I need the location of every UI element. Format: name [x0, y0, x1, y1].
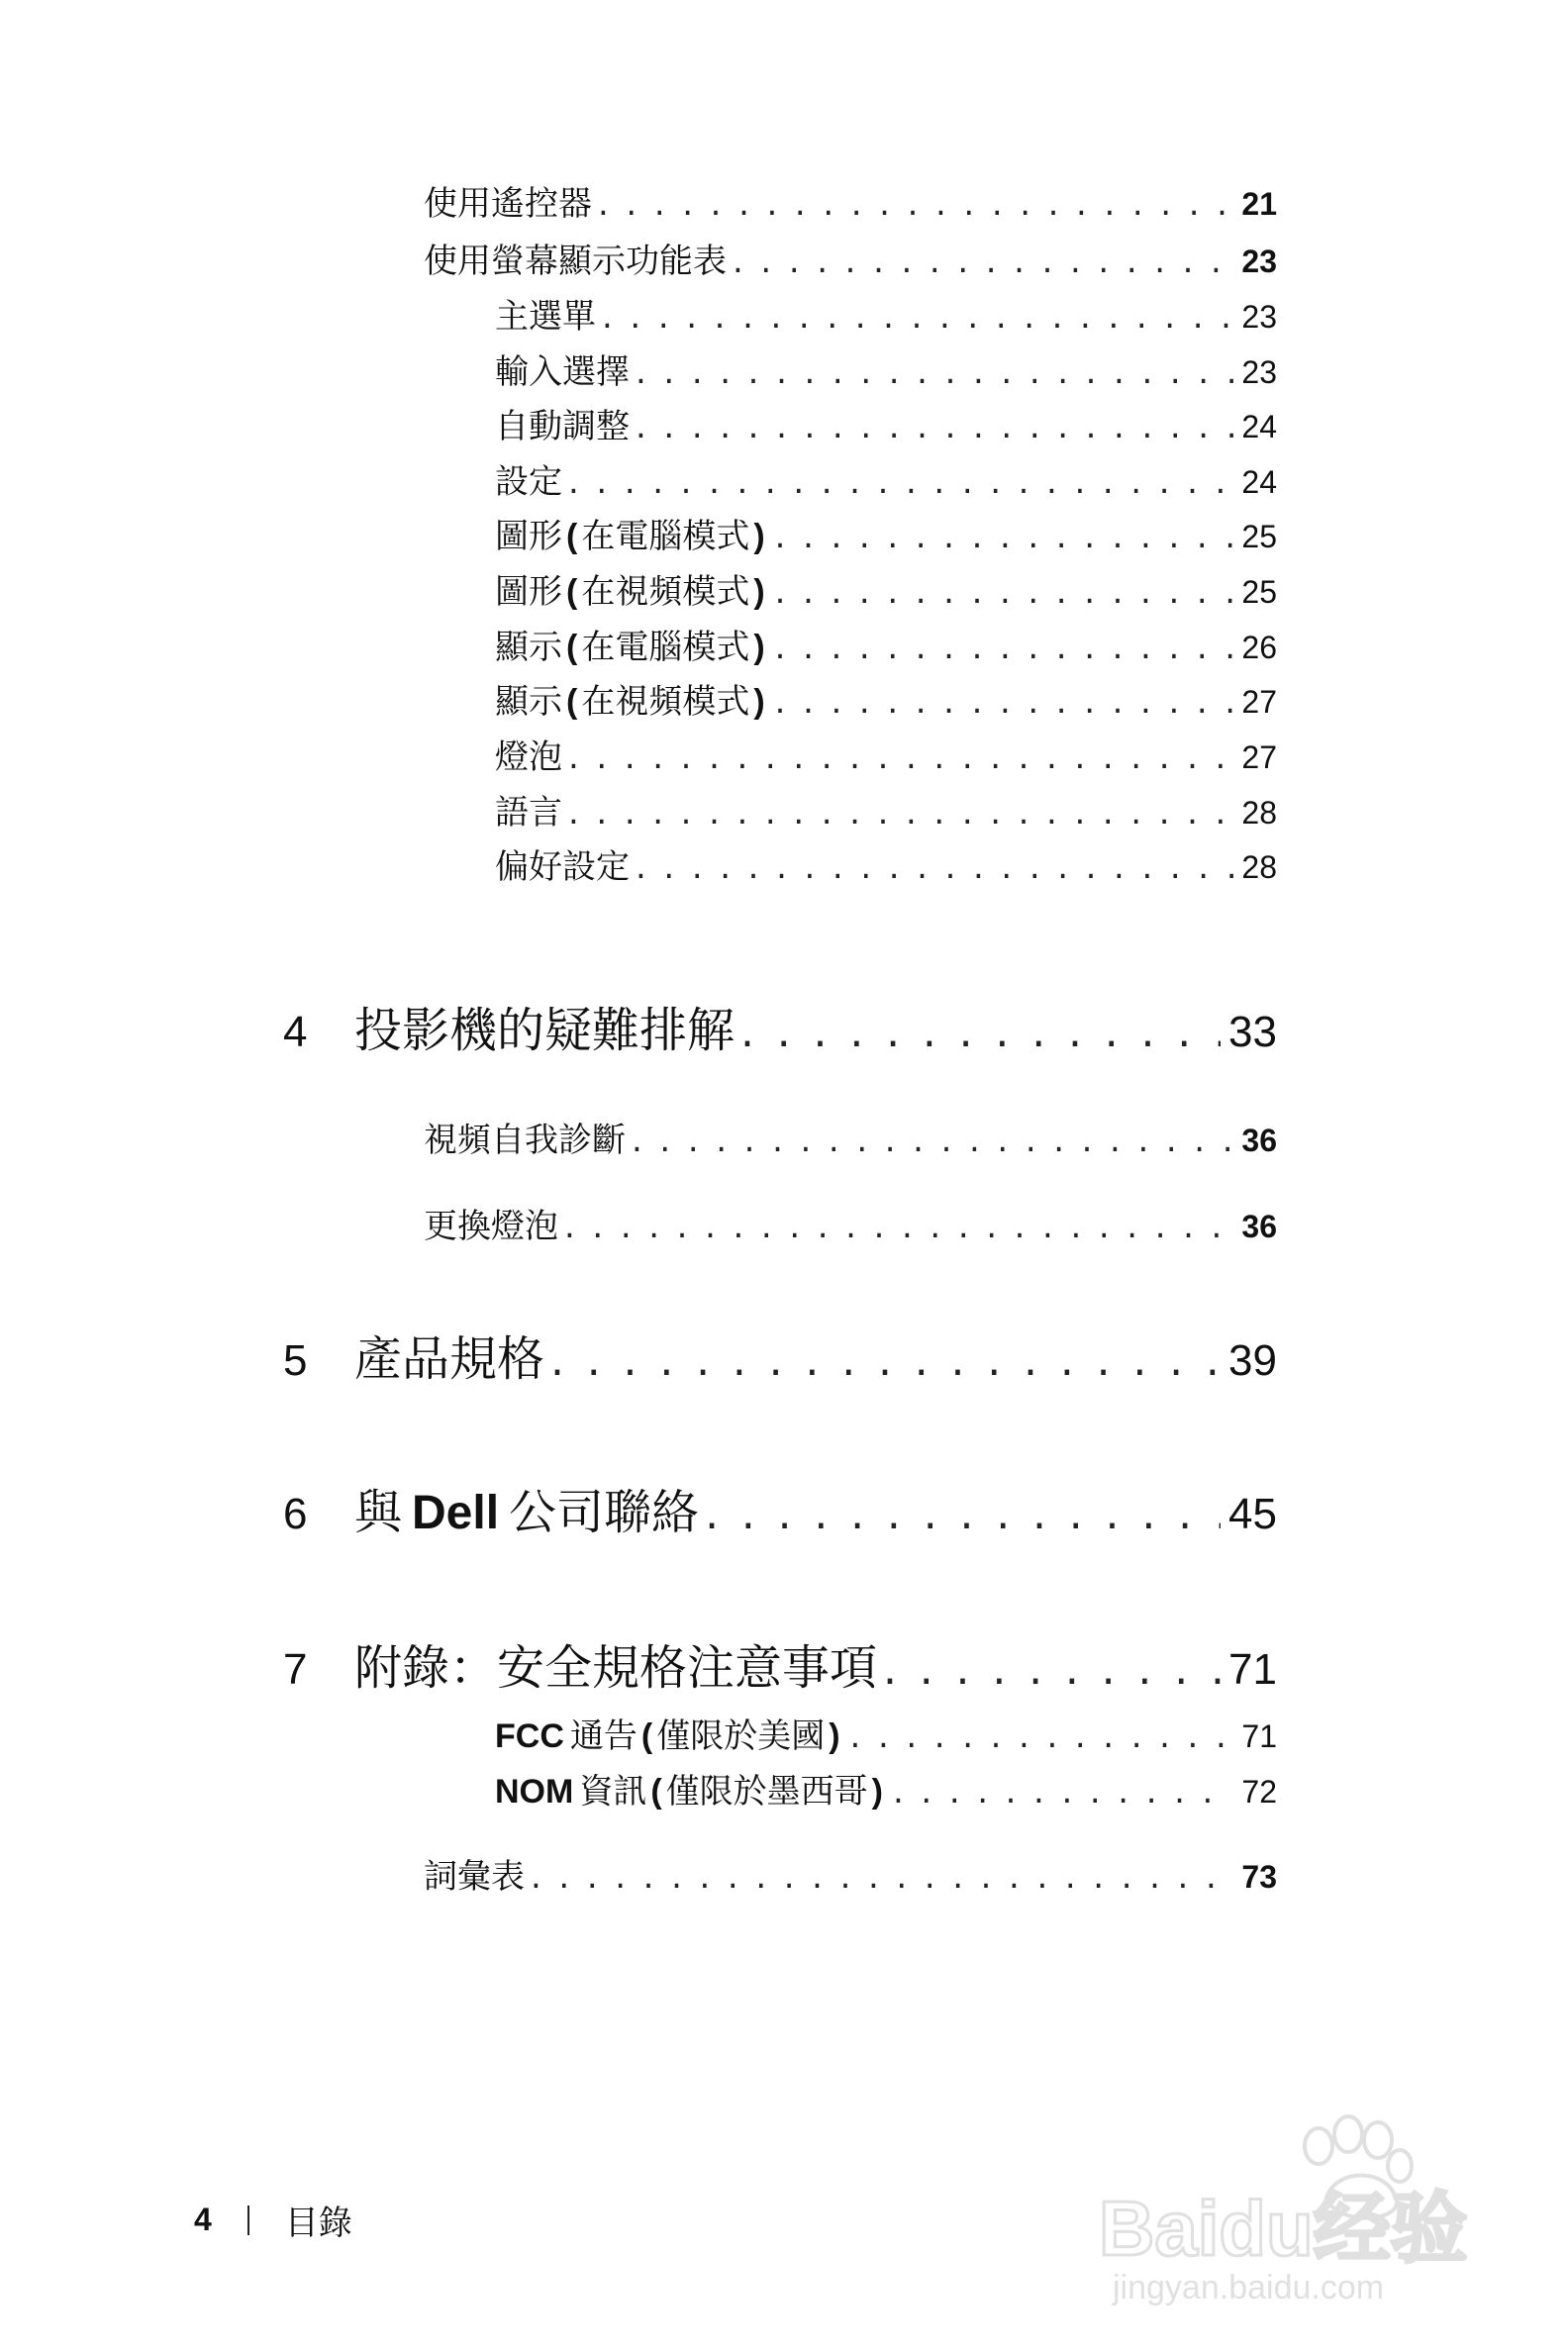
toc-entry-display-pc[interactable] [495, 620, 1277, 668]
toc-entry-display-video[interactable] [495, 674, 1277, 723]
toc-page-number: 25 [1241, 574, 1277, 610]
toc-chapter-6[interactable] [283, 1474, 1277, 1542]
chapter-title: 附錄：安全規格注意事項 [354, 1640, 878, 1696]
toc-page-number: 27 [1241, 739, 1277, 775]
paren-open: ( [566, 573, 578, 611]
dot-leader [568, 793, 1233, 833]
toc-page-number: 71 [1228, 1645, 1277, 1694]
chapter-title: 投影機的疑難排解 [354, 1003, 735, 1058]
toc-page-number: 45 [1228, 1490, 1277, 1538]
toc-chapter-7[interactable] [283, 1629, 1277, 1698]
label-qualifier: 在電腦模式 [581, 517, 750, 556]
toc-entry-picture-video[interactable] [495, 564, 1277, 613]
toc-entry-auto-adjust[interactable] [495, 399, 1277, 447]
toc-entry-label [495, 674, 769, 723]
watermark-url: jingyan.baidu.com [1113, 2269, 1385, 2306]
chapter-number: 6 [283, 1490, 308, 1538]
toc-entry-replace-lamp[interactable] [424, 1199, 1277, 1247]
label-acronym: FCC [495, 1717, 564, 1755]
chapter-number: 4 [283, 1008, 308, 1056]
paren-open: ( [640, 1717, 653, 1755]
label-qualifier: 在視頻模式 [581, 572, 750, 612]
toc-entry-remote[interactable] [424, 176, 1277, 225]
toc-page-number: 39 [1228, 1336, 1277, 1385]
toc-page-number: 23 [1241, 354, 1277, 390]
dot-leader [705, 1489, 1221, 1539]
toc-page-number: 73 [1241, 1859, 1277, 1895]
chapter-number: 7 [283, 1645, 308, 1694]
dot-leader [636, 847, 1233, 887]
chapter-number: 5 [283, 1336, 308, 1385]
page-number: 4 [194, 2202, 212, 2237]
toc-entry-picture-pc[interactable] [495, 509, 1277, 557]
toc-entry-osd[interactable] [424, 234, 1277, 282]
label-main: 顯示 [495, 682, 562, 722]
toc-entry-label: 視頻自我診斷 [424, 1121, 626, 1160]
toc-page-number: 21 [1241, 186, 1277, 222]
paren-close: ) [871, 1773, 883, 1811]
dot-leader [602, 297, 1233, 337]
toc-entry-preferences[interactable] [495, 839, 1277, 888]
dot-leader [775, 572, 1234, 612]
dot-leader [893, 1772, 1233, 1812]
dot-leader [636, 352, 1233, 392]
paren-open: ( [566, 518, 578, 555]
label-main: 資訊 [579, 1772, 647, 1812]
toc-chapter-label [283, 1629, 877, 1698]
paren-close: ) [829, 1717, 840, 1755]
paren-open: ( [650, 1773, 662, 1811]
toc-entry-main-menu[interactable] [495, 289, 1277, 338]
toc-chapter-5[interactable] [283, 1321, 1277, 1389]
chapter-title: 產品規格 [354, 1331, 545, 1387]
toc-page-number: 36 [1241, 1209, 1277, 1244]
label-qualifier: 僅限於美國 [656, 1716, 826, 1756]
dot-leader [550, 1335, 1221, 1386]
dot-leader [598, 184, 1233, 224]
toc-entry-label: 偏好設定 [495, 847, 630, 887]
toc-page-number: 23 [1241, 299, 1277, 335]
toc-entry-self-diagnostic[interactable] [424, 1113, 1277, 1161]
chapter-title-post: 公司聯絡 [509, 1485, 700, 1540]
toc-page-number: 71 [1241, 1718, 1277, 1754]
toc-entry-label: 燈泡 [495, 737, 562, 777]
dot-leader [740, 1007, 1221, 1057]
dot-leader [568, 462, 1233, 502]
toc-entry-input-select[interactable] [495, 344, 1277, 393]
toc-entry-settings[interactable] [495, 454, 1277, 503]
toc-page-number: 24 [1241, 409, 1277, 444]
toc-entry-label: 輸入選擇 [495, 352, 630, 392]
toc-page-number: 33 [1228, 1008, 1277, 1056]
toc-page-number: 25 [1241, 519, 1277, 554]
toc-entry-fcc-notice[interactable] [495, 1709, 1277, 1757]
label-main: 圖形 [495, 517, 562, 556]
label-qualifier: 在視頻模式 [581, 682, 750, 722]
toc-chapter-label [283, 1474, 699, 1542]
toc-entry-nom-info[interactable] [495, 1764, 1277, 1813]
watermark-brand: Baidu经验 [1099, 2185, 1468, 2272]
dot-leader [564, 1207, 1233, 1246]
footer-divider [247, 2205, 249, 2235]
brand-name: Dell [412, 1487, 500, 1539]
toc-chapter-label [283, 992, 735, 1060]
toc-entry-label [495, 509, 769, 557]
toc-entry-glossary[interactable] [424, 1849, 1277, 1898]
section-name: 目錄 [284, 2204, 352, 2243]
label-main: 通告 [569, 1716, 637, 1756]
toc-entry-label: 使用螢幕顯示功能表 [424, 242, 727, 281]
toc-entry-label: 設定 [495, 462, 562, 502]
dot-leader [775, 628, 1234, 667]
label-qualifier: 在電腦模式 [581, 628, 750, 667]
toc-chapter-4[interactable] [283, 992, 1277, 1060]
paw-logo-icon [1099, 2108, 1475, 2306]
dot-leader [733, 242, 1233, 281]
toc-entry-label: 語言 [495, 793, 562, 833]
toc-entry-label: 更換燈泡 [424, 1207, 558, 1246]
dot-leader [883, 1644, 1221, 1695]
toc-chapter-label [283, 1321, 544, 1389]
toc-page-number: 23 [1241, 244, 1277, 279]
toc-entry-lamp[interactable] [495, 730, 1277, 778]
paren-close: ) [753, 629, 765, 666]
dot-leader [531, 1857, 1233, 1897]
label-main: 顯示 [495, 628, 562, 667]
dot-leader [568, 737, 1233, 777]
dot-leader [775, 682, 1234, 722]
paren-close: ) [753, 518, 765, 555]
dot-leader [775, 517, 1234, 556]
toc-entry-label: 主選單 [495, 297, 596, 337]
paren-close: ) [753, 683, 765, 721]
dot-leader [850, 1716, 1234, 1756]
toc-entry-label: 使用遙控器 [424, 184, 592, 224]
toc-page-number: 36 [1241, 1123, 1277, 1158]
label-acronym: NOM [495, 1773, 574, 1811]
toc-entry-label: 自動調整 [495, 407, 630, 446]
baidu-watermark [1099, 2108, 1475, 2306]
label-qualifier: 僅限於墨西哥 [665, 1772, 868, 1812]
paren-close: ) [753, 573, 765, 611]
paren-open: ( [566, 683, 578, 721]
chapter-title-pre: 與 [354, 1485, 403, 1540]
dot-leader [632, 1121, 1233, 1160]
toc-entry-label [495, 1764, 887, 1813]
toc-entry-label [495, 620, 769, 668]
toc-entry-label [495, 564, 769, 613]
toc-page-number: 26 [1241, 630, 1277, 665]
dot-leader [636, 407, 1233, 446]
toc-entry-label [495, 1709, 844, 1757]
label-main: 圖形 [495, 572, 562, 612]
toc-page-number: 72 [1241, 1774, 1277, 1810]
page-footer [194, 2196, 352, 2244]
toc-entry-language[interactable] [495, 785, 1277, 833]
toc-page-number: 24 [1241, 464, 1277, 500]
toc-entry-label: 詞彙表 [424, 1857, 525, 1897]
paren-open: ( [566, 629, 578, 666]
toc-page-number: 28 [1241, 849, 1277, 885]
toc-page-number: 27 [1241, 684, 1277, 720]
toc-page-number: 28 [1241, 795, 1277, 831]
